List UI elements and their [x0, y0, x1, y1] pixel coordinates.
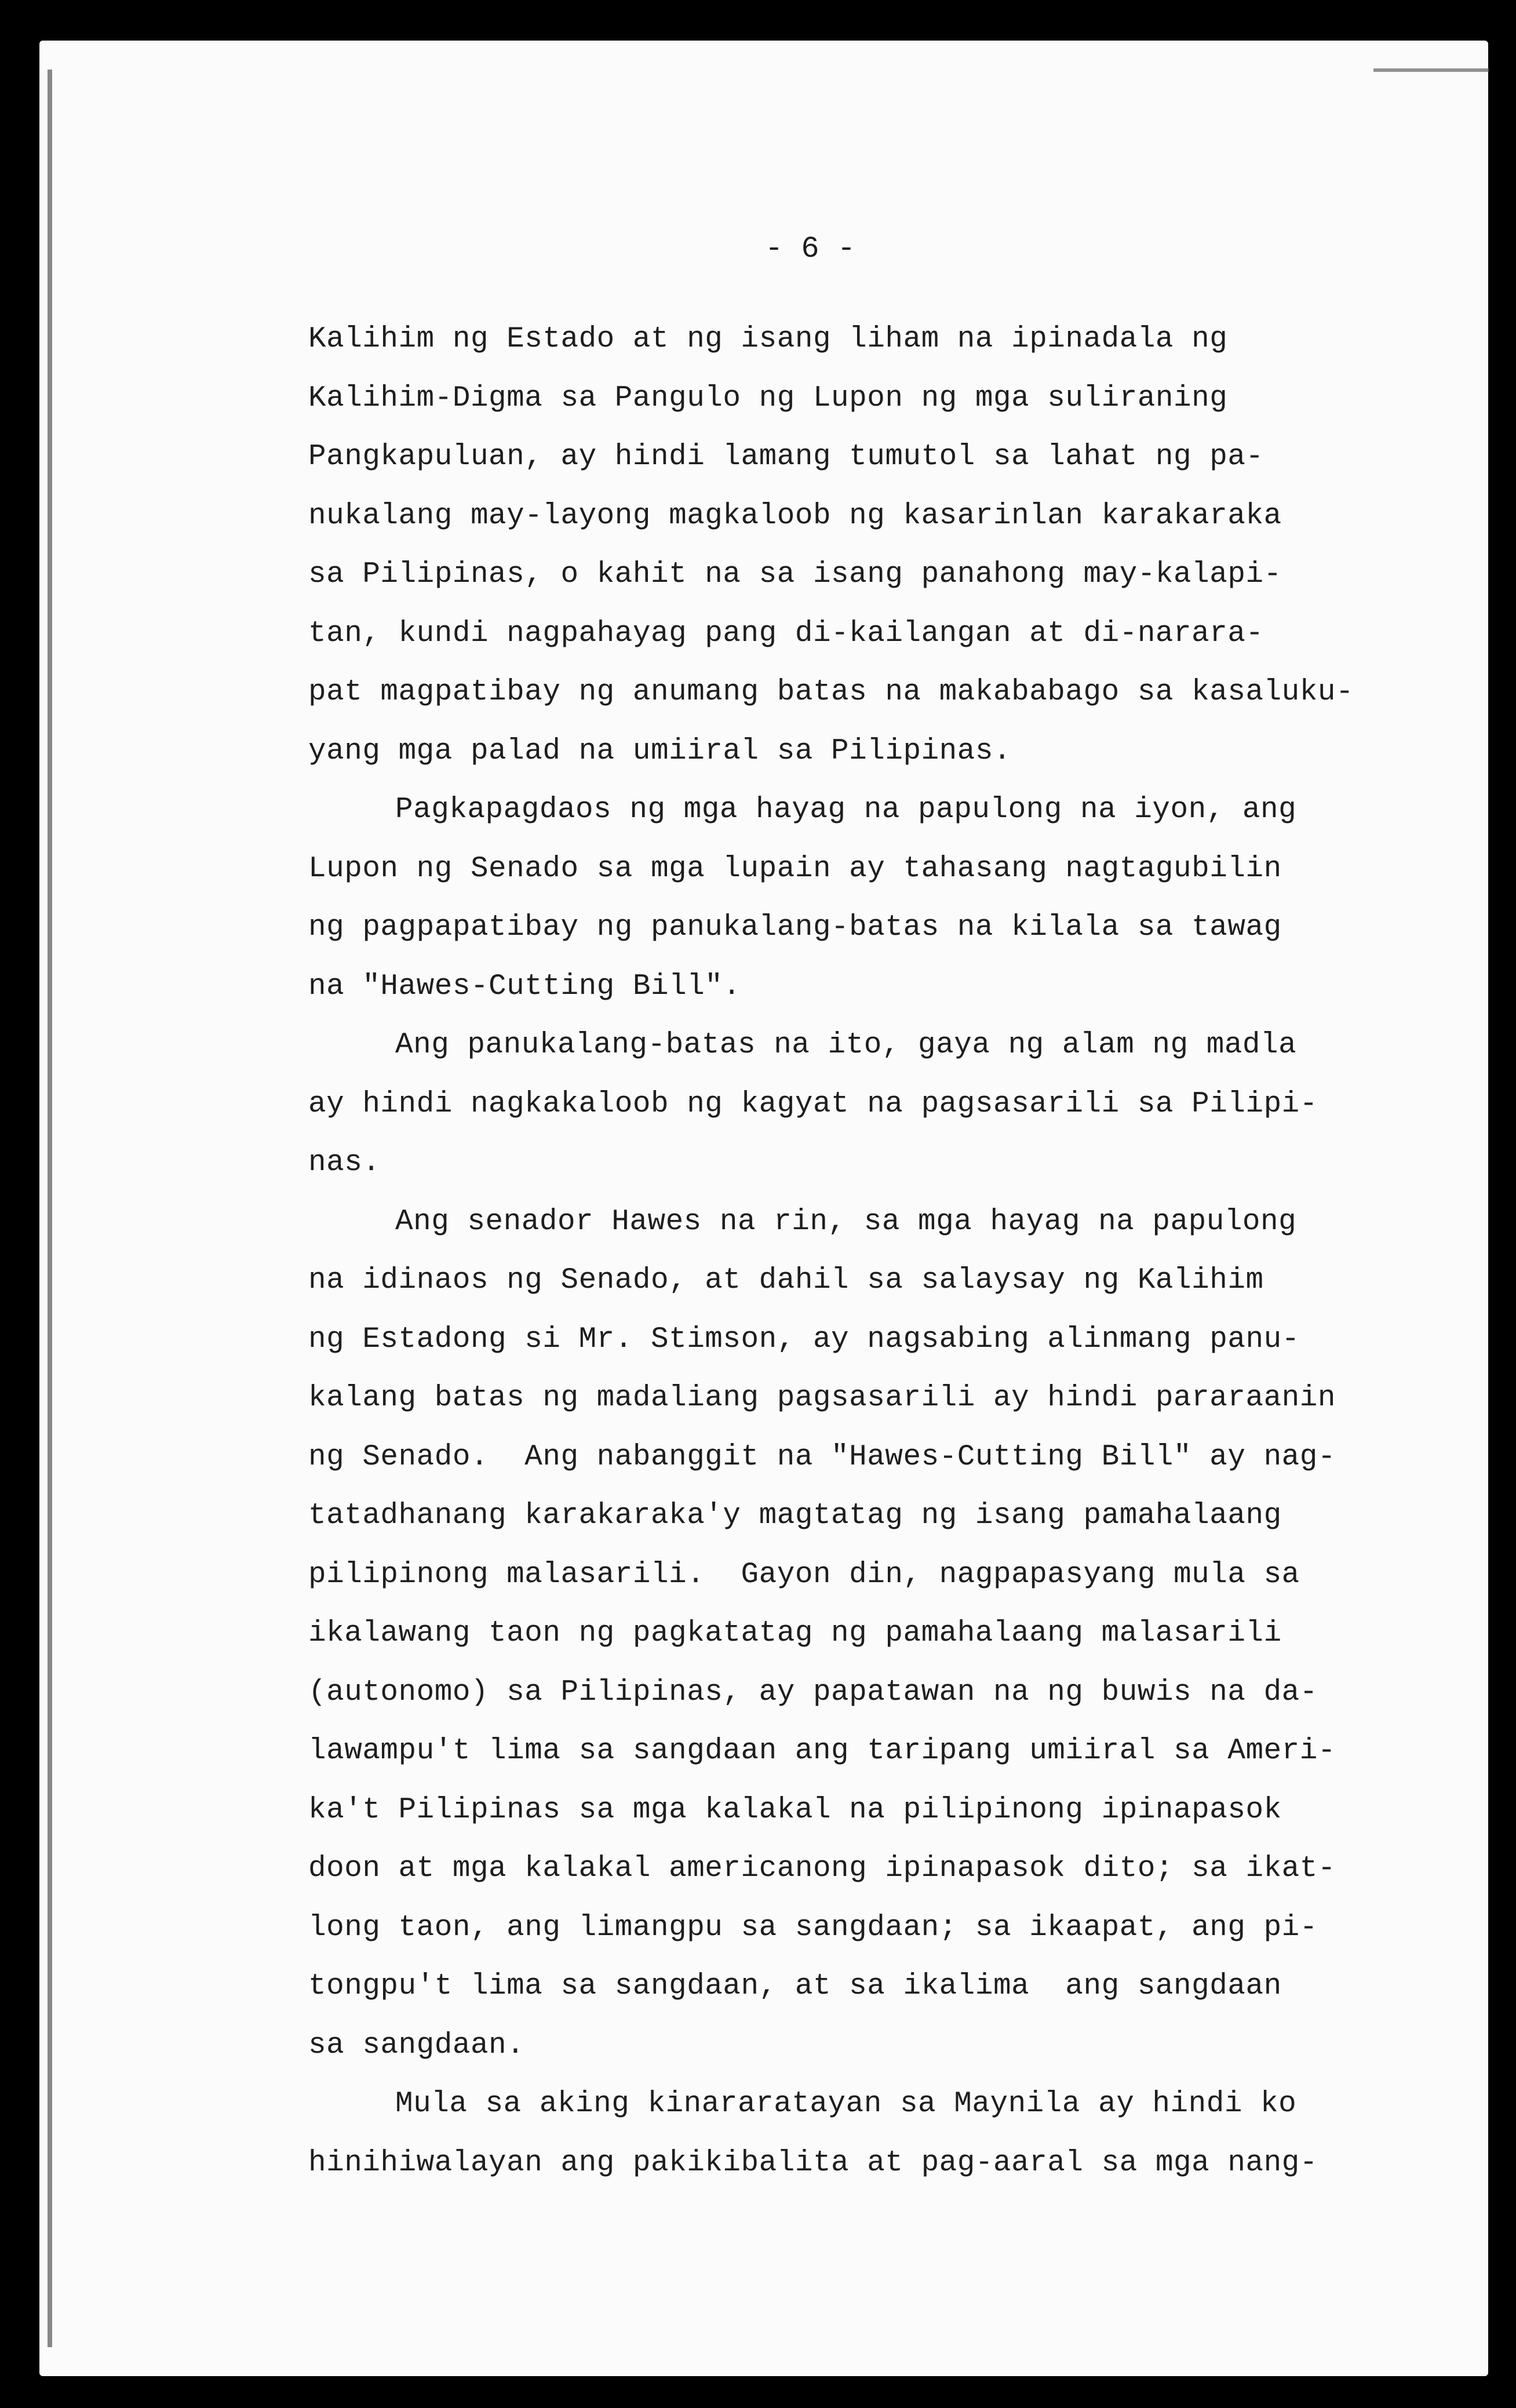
text-line: ay hindi nagkakaloob ng kagyat na pagsasarili sa Pilipi-: [308, 1087, 1318, 1121]
text-line: Kalihim-Digma sa Pangulo ng Lupon ng mga suliraning: [308, 381, 1228, 415]
text-line: yang mga palad na umiiral sa Pilipinas.: [308, 734, 1012, 768]
text-line: nukalang may-layong magkaloob ng kasarinlan karakaraka: [308, 499, 1282, 533]
text-line: tongpu't lima sa sangdaan, at sa ikalima ang sangdaan: [308, 1970, 1282, 2003]
text-line: ng Estadong si Mr. Stimson, ay nagsabing alinmang panu-: [308, 1323, 1300, 1356]
paragraph-first-line: Ang senador Hawes na rin, sa mga hayag na papulong: [395, 1205, 1297, 1238]
text-line: pat magpatibay ng anumang batas na makababago sa kasaluku-: [308, 676, 1354, 709]
text-line: Lupon ng Senado sa mga lupain ay tahasang nagtagubilin: [308, 852, 1282, 886]
text-line: tatadhanang karakaraka'y magtatag ng isang pamahalaang: [308, 1499, 1282, 1532]
text-line: doon at mga kalakal americanong ipinapasok dito; sa ikat-: [308, 1852, 1336, 1885]
text-line: long taon, ang limangpu sa sangdaan; sa ikaapat, ang pi-: [308, 1911, 1318, 1944]
text-line: ng Senado. Ang nabanggit na "Hawes-Cutting Bill" ay nag-: [308, 1440, 1336, 1474]
page-top-mark: [1373, 68, 1489, 72]
text-line: nas.: [308, 1146, 381, 1179]
text-line: kalang batas ng madaliang pagsasarili ay hindi pararaanin: [308, 1382, 1336, 1415]
text-line: Kalihim ng Estado at ng isang liham na ipinadala ng: [308, 323, 1228, 356]
text-line: tan, kundi nagpahayag pang di-kailangan at di-narara-: [308, 617, 1264, 650]
text-line: ikalawang taon ng pagkatatag ng pamahalaang malasarili: [308, 1617, 1282, 1650]
text-line: hinihiwalayan ang pakikibalita at pag-aaral sa mga nang-: [308, 2146, 1318, 2180]
text-line: sa sangdaan.: [308, 2028, 525, 2062]
paragraph-first-line: Ang panukalang-batas na ito, gaya ng alam ng madla: [395, 1029, 1297, 1062]
paragraph-first-line: Pagkapagdaos ng mga hayag na papulong na iyon, ang: [395, 793, 1297, 826]
page-number: - 6 -: [765, 232, 856, 266]
text-line: ng pagpapatibay ng panukalang-batas na kilala sa tawag: [308, 911, 1282, 944]
text-line: Pangkapuluan, ay hindi lamang tumutol sa lahat ng pa-: [308, 440, 1264, 473]
text-line: na idinaos ng Senado, at dahil sa salaysay ng Kalihim: [308, 1264, 1264, 1297]
text-line: sa Pilipinas, o kahit na sa isang panahong may-kalapi-: [308, 558, 1282, 591]
text-line: ka't Pilipinas sa mga kalakal na pilipinong ipinapasok: [308, 1793, 1282, 1827]
text-line: lawampu't lima sa sangdaan ang taripang umiiral sa Ameri-: [308, 1735, 1336, 1768]
page-edge-shadow: [48, 70, 52, 2347]
paragraph-first-line: Mula sa aking kinararatayan sa Maynila ay hindi ko: [395, 2088, 1297, 2121]
text-line: (autonomo) sa Pilipinas, ay papatawan na ng buwis na da-: [308, 1675, 1318, 1709]
document-body: [308, 310, 1409, 2192]
text-line: pilipinong malasarili. Gayon din, nagpapasyang mula sa: [308, 1558, 1300, 1591]
text-line: na "Hawes-Cutting Bill".: [308, 970, 741, 1003]
